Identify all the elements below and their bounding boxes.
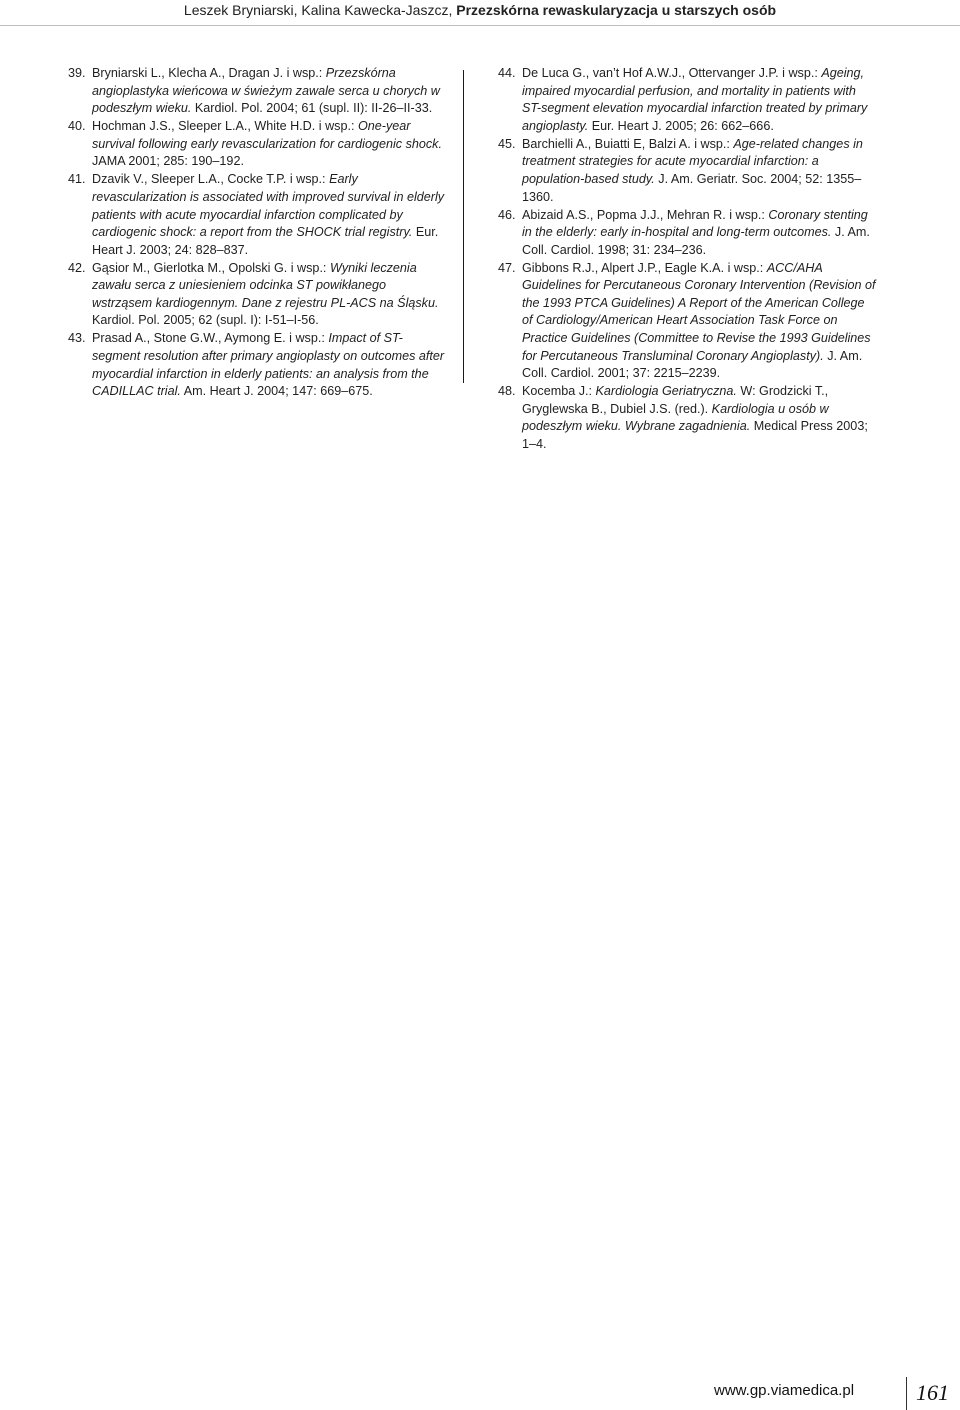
reference-source: J. Am. Coll. Cardiol. 1998; 31: 234–236.: [522, 225, 870, 257]
footer-divider: [906, 1377, 907, 1410]
reference-item: [498, 383, 876, 453]
reference-authors: Gąsior M., Gierlotka M., Opolski G. i wsp.:: [92, 260, 330, 275]
reference-source: Eur. Heart J. 2005; 26: 662–666.: [588, 118, 774, 133]
reference-number: 40.: [68, 119, 86, 134]
reference-title: Kardiologia Geriatryczna.: [595, 384, 737, 399]
references-left-column: [68, 65, 446, 401]
reference-number: 43.: [68, 331, 86, 346]
reference-source: JAMA 2001; 285: 190–192.: [92, 154, 244, 169]
reference-book-title: Kardiologia u osób w podeszłym wieku. Wybrane zagadnienia.: [522, 401, 829, 434]
reference-title: Wyniki leczenia zawału serca z uniesieniem odcinka ST powikłanego wstrząsem kardiogennym. Dane z rejestru PL-ACS na Śląsku.: [92, 260, 439, 310]
reference-item: [498, 136, 876, 206]
reference-title: One-year survival following early revascularization for cardiogenic shock.: [92, 119, 442, 151]
reference-source: Am. Heart J. 2004; 147: 669–675.: [180, 384, 373, 399]
reference-authors: Hochman J.S., Sleeper L.A., White H.D. i wsp.:: [92, 119, 358, 134]
reference-number: 48.: [498, 384, 516, 399]
reference-number: 44.: [498, 66, 516, 80]
reference-item: [498, 65, 876, 135]
reference-authors: De Luca G., van’t Hof A.W.J., Ottervanger J.P. i wsp.:: [522, 66, 822, 80]
reference-authors: Abizaid A.S., Popma J.J., Mehran R. i wsp.:: [522, 207, 769, 222]
header-article-title: Przezskórna rewaskularyzacja u starszych osób: [456, 2, 777, 18]
header-authors: Leszek Bryniarski, Kalina Kawecka-Jaszcz,: [183, 2, 453, 18]
page-number: 161: [916, 1380, 949, 1405]
reference-number: 41.: [68, 172, 86, 187]
reference-source: W: Grodzicki T., Gryglewska B., Dubiel J.S. (red.).: [522, 384, 829, 416]
reference-source: Kardiol. Pol. 2005; 62 (supl. I): I-51–I-56.: [92, 313, 319, 328]
reference-source: Kardiol. Pol. 2004; 61 (supl. II): II-26–II-33.: [191, 101, 433, 116]
reference-title: Przezskórna angioplastyka wieńcowa w świeżym zawale serca u chorych w podeszłym wieku.: [92, 66, 440, 116]
journal-url: www.gp.viamedica.pl: [714, 1382, 855, 1399]
reference-authors: Barchielli A., Buiatti E, Balzi A. i wsp.:: [522, 136, 734, 151]
references-right-column: [498, 65, 876, 454]
reference-number: 45.: [498, 136, 516, 151]
reference-item: [68, 171, 446, 259]
reference-number: 42.: [68, 260, 86, 275]
reference-title: Age-related changes in treatment strategies for acute myocardial infarction: a population-based study.: [522, 136, 863, 186]
column-divider: [463, 70, 464, 383]
header-divider: [0, 25, 960, 26]
reference-title: Coronary stenting in the elderly: early in-hospital and long-term outcomes.: [522, 207, 868, 240]
reference-item: [68, 330, 446, 400]
reference-item: [68, 260, 446, 330]
reference-title: Early revascularization is associated with improved survival in elderly patients with acute myocardial infarction complicated by cardiogenic shock: a report from the SHOCK trial registry.: [92, 172, 445, 240]
reference-source: Eur. Heart J. 2003; 24: 828–837.: [92, 225, 439, 257]
reference-authors: Kocemba J.:: [522, 384, 596, 399]
reference-item: [498, 260, 876, 383]
running-header: [0, 0, 960, 20]
reference-title: Impact of ST-segment resolution after primary angioplasty on outcomes after myocardial infarction in elderly patients: an analysis from the CADILLAC trial.: [92, 331, 445, 399]
reference-item: [498, 207, 876, 260]
reference-authors: Bryniarski L., Klecha A., Dragan J. i wsp.:: [92, 66, 326, 80]
reference-title: Ageing, impaired myocardial perfusion, and mortality in patients with ST-segment elevation myocardial infarction treated by primary angioplasty.: [522, 66, 868, 133]
reference-authors: Prasad A., Stone G.W., Aymong E. i wsp.:: [92, 331, 329, 346]
reference-item: [68, 118, 446, 171]
reference-number: 39.: [68, 66, 86, 80]
reference-source: J. Am. Coll. Cardiol. 2001; 37: 2215–2239.: [522, 348, 863, 381]
reference-authors: Dzavik V., Sleeper L.A., Cocke T.P. i wsp.:: [92, 172, 330, 187]
reference-number: 47.: [498, 260, 516, 275]
reference-publisher: Medical Press 2003; 1–4.: [522, 419, 868, 452]
reference-source: J. Am. Geriatr. Soc. 2004; 52: 1355–1360.: [522, 171, 862, 204]
reference-item: [68, 65, 446, 118]
reference-authors: Gibbons R.J., Alpert J.P., Eagle K.A. i wsp.:: [522, 260, 767, 275]
reference-number: 46.: [498, 207, 516, 222]
reference-title: ACC/AHA Guidelines for Percutaneous Coronary Intervention (Revision of the 1993 PTCA Guidelines) A Report of the American College of Cardiology/American Heart Association Task Force on Practice Guidelines (Committee to Revise the 1993 Guidelines for Percutaneous Transluminal Coronary Angioplasty).: [522, 260, 876, 363]
